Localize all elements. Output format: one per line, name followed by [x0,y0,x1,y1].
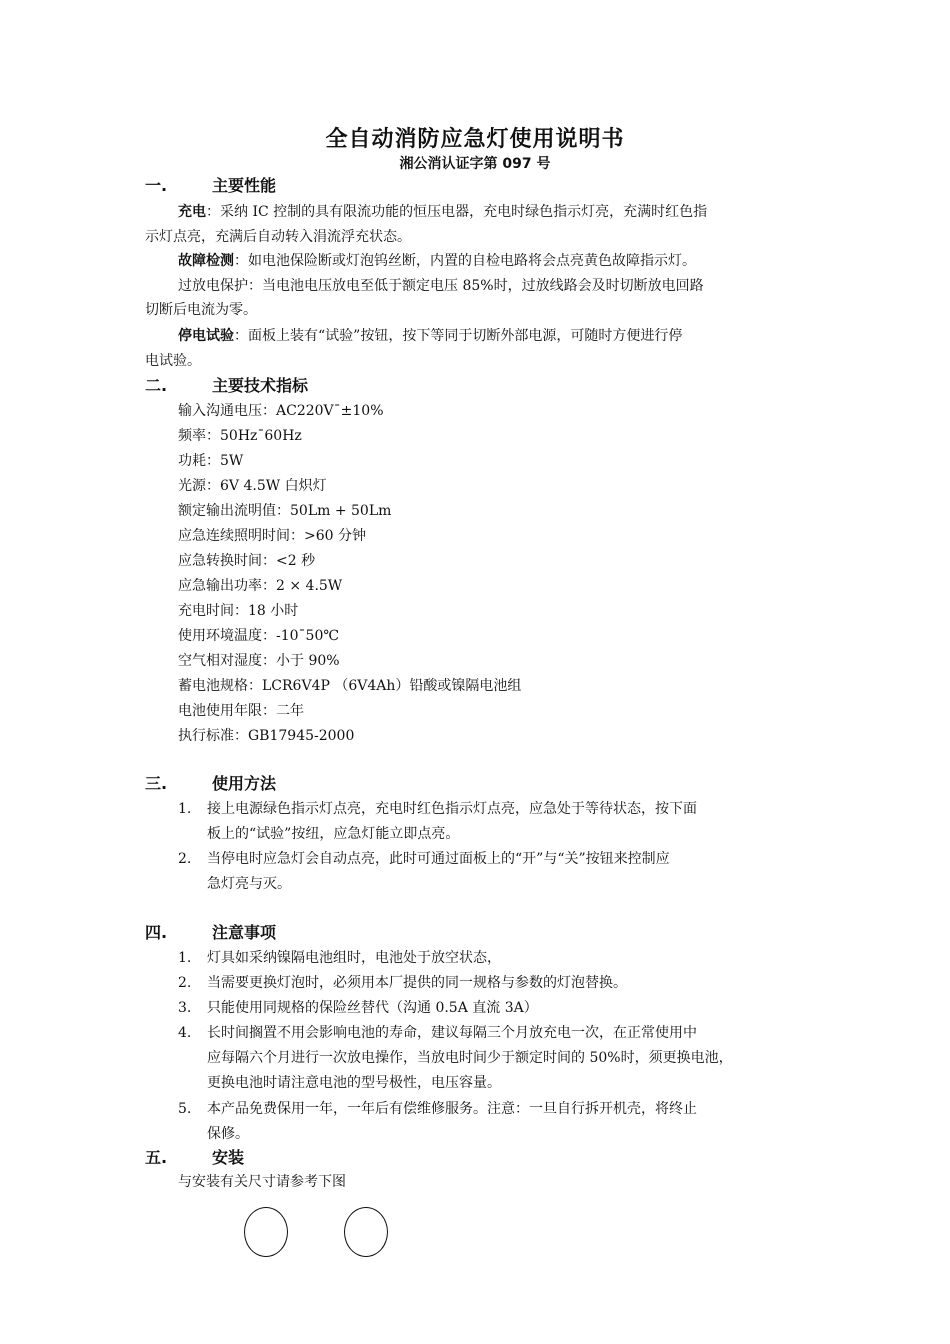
precaution-item-number: 3. [178,1000,192,1016]
precaution-item-line: 长时间搁置不用会影响电池的寿命，建议每隔三个月放充电一次，在正常使用中 [207,1025,697,1041]
precaution-item-line: 本产品免费保用一年，一年后有偿维修服务。注意：一旦自行拆开机壳，将终止 [207,1101,697,1117]
precaution-item-number: 1. [178,950,192,966]
charge-text: ：采纳 IC 控制的具有限流功能的恒压电器，充电时绿色指示灯亮，充满时红色指 [206,204,708,220]
section-number: 五. [145,1148,168,1167]
usage-item-line: 板上的“试验”按纽，应急灯能立即点亮。 [207,826,460,842]
power-failure-test-line-2: 电试验。 [145,353,201,369]
precaution-item-line: 应每隔六个月进行一次放电操作，当放电时间少于额定时间的 50%时，须更换电池， [207,1050,733,1066]
spec-item: 空气相对湿度：小于 90% [178,653,340,669]
power-failure-test-label: 停电试验 [178,328,234,344]
section-heading-installation [145,1147,244,1169]
precaution-item-number: 5. [178,1101,192,1117]
power-failure-test-text: ：面板上装有“试验”按钮，按下等同于切断外部电源，可随时方便进行停 [234,328,683,344]
charge-paragraph-line-1 [178,200,707,224]
section-title: 主要技术指标 [212,376,309,395]
spec-item: 应急输出功率：2 × 4.5W [178,578,343,594]
section-heading-performance [145,175,276,197]
fault-detection-paragraph [178,249,696,273]
spec-item: 应急连续照明时间：>60 分钟 [178,528,366,544]
spec-item: 功耗：5W [178,453,244,469]
certificate-number: 湘公消认证字第 097 号 [399,156,551,172]
usage-item-line: 接上电源绿色指示灯点亮，充电时红色指示灯点亮，应急处于等待状态，按下面 [207,801,697,817]
section-title: 主要性能 [212,176,277,195]
section-number: 三. [145,774,168,793]
fault-detection-text: ：如电池保险断或灯泡钨丝断，内置的自检电路将会点亮黄色故障指示灯。 [234,253,696,269]
document-title: 全自动消防应急灯使用说明书 [325,127,625,152]
precaution-item-number: 2. [178,975,192,991]
precaution-item-line: 当需要更换灯泡时，必须用本厂提供的同一规格与参数的灯泡替换。 [207,975,627,991]
section-heading-specifications [145,375,308,397]
spec-item: 光源：6V 4.5W 白炽灯 [178,478,327,494]
spec-item: 应急转换时间：<2 秒 [178,553,316,569]
spec-item: 充电时间：18 小时 [178,603,299,619]
section-heading-usage [145,773,276,795]
usage-item-number: 2. [178,851,192,867]
precaution-item-line: 保修。 [207,1126,249,1142]
spec-item: 电池使用年限：二年 [178,703,304,719]
precaution-item-line: 更换电池时请注意电池的型号极性，电压容量。 [207,1075,501,1091]
overdischarge-paragraph-line-1: 过放电保护：当电池电压放电至低于额定电压 85%时，过放线路会及时切断放电回路 [178,278,704,294]
charge-paragraph-line-2: 示灯点亮，充满后自动转入涓流浮充状态。 [145,229,411,245]
section-number: 四. [145,923,168,942]
usage-item-line: 当停电时应急灯会自动点亮，此时可通过面板上的“开”与“关”按钮来控制应 [207,851,670,867]
section-number: 一. [145,176,168,195]
spec-item: 执行标准：GB17945-2000 [178,728,355,744]
section-title: 使用方法 [212,774,277,793]
precaution-item-line: 只能使用同规格的保险丝替代（沟通 0.5A 直流 3A） [207,1000,538,1016]
spec-item: 使用环境温度：-10¯50℃ [178,628,340,644]
section-heading-precautions [145,922,276,944]
section-title: 注意事项 [212,923,277,942]
spec-item: 频率：50Hz¯60Hz [178,428,302,444]
precaution-item-line: 灯具如采纳镍隔电池组时，电池处于放空状态， [207,950,501,966]
section-number: 二. [145,376,168,395]
spec-item: 额定输出流明值：50Lm + 50Lm [178,503,392,519]
charge-label: 充电 [178,204,206,220]
usage-item-line: 急灯亮与灭。 [207,876,291,892]
power-failure-test-line-1 [178,324,682,348]
section-title: 安装 [212,1148,245,1167]
mounting-hole-left [244,1207,288,1257]
precaution-item-number: 4. [178,1025,192,1041]
usage-item-number: 1. [178,801,192,817]
overdischarge-paragraph-line-2: 切断后电流为零。 [145,302,257,318]
spec-item: 输入沟通电压：AC220V¯±10% [178,403,384,419]
spec-item: 蓄电池规格：LCR6V4P （6V4Ah）铅酸或镍隔电池组 [178,678,522,694]
installation-note: 与安装有关尺寸请参考下图 [178,1174,346,1190]
fault-detection-label: 故障检测 [178,253,234,269]
mounting-hole-right [344,1207,388,1257]
